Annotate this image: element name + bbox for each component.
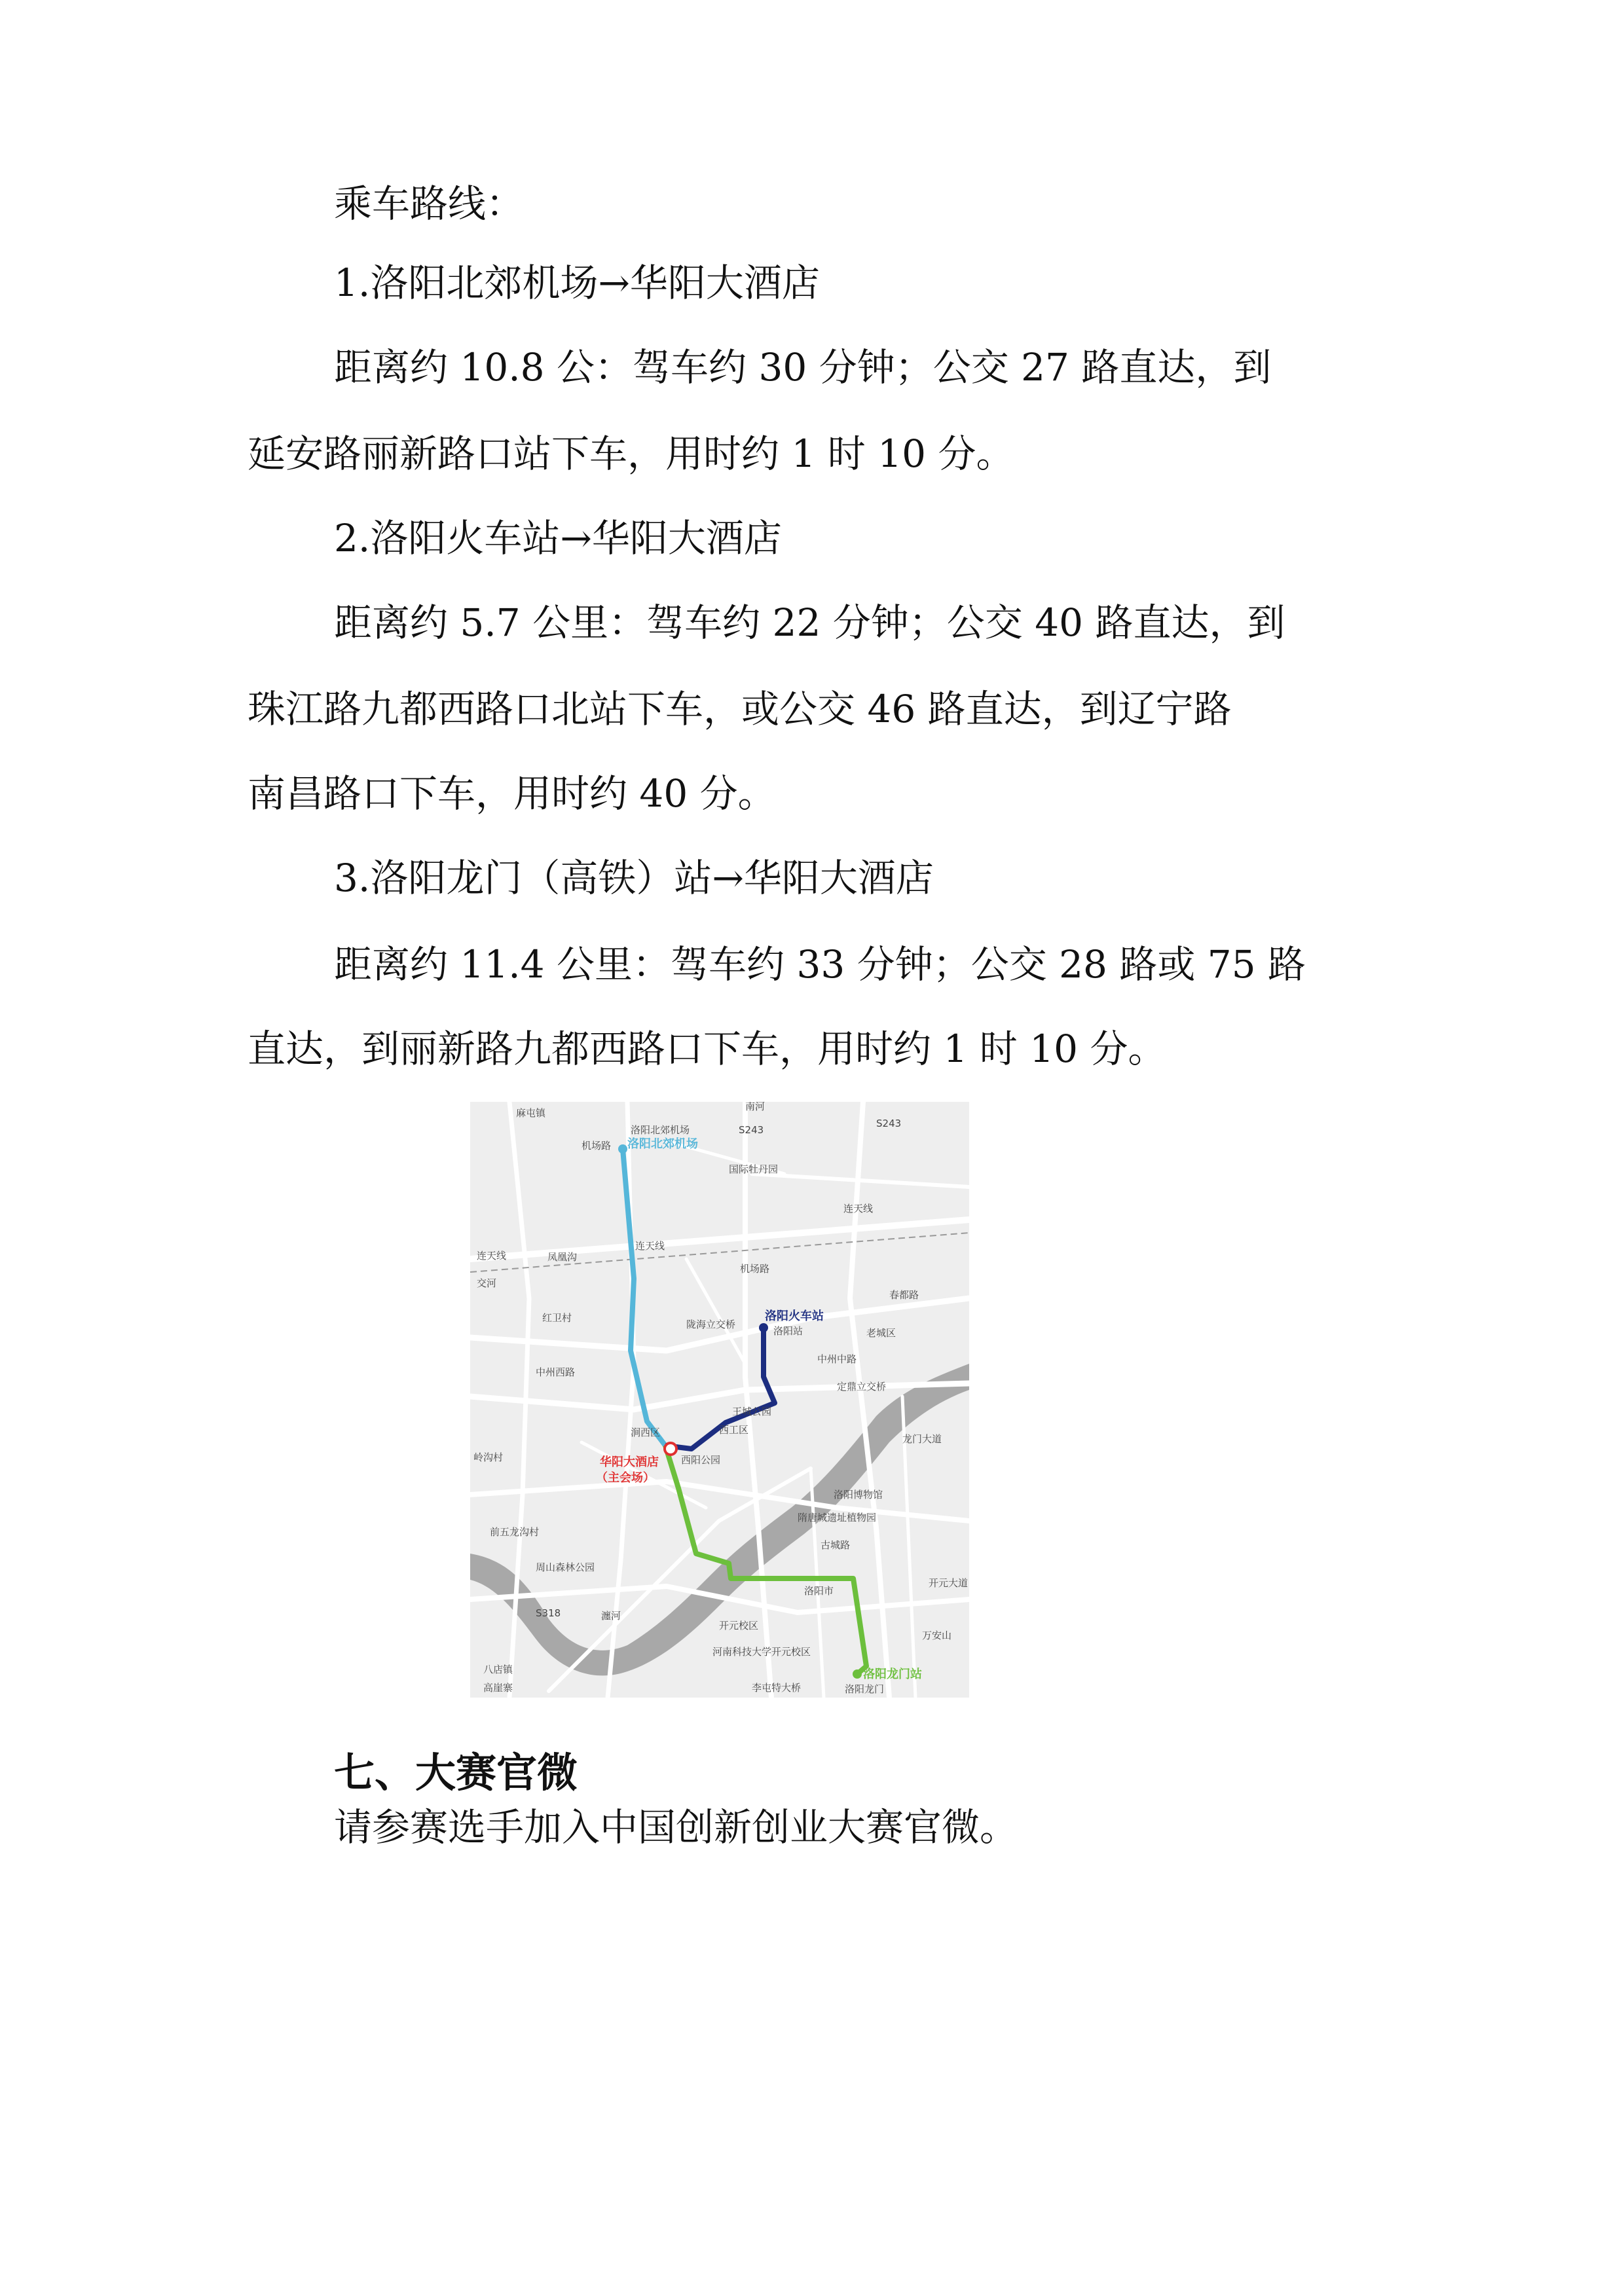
map-label-longmen-dadao: 龙门大道 [902, 1433, 942, 1445]
map-label-s243: S243 [739, 1124, 764, 1136]
route2-title: 2.洛阳火车站→华阳大酒店 [334, 516, 782, 560]
map-label-s318: S318 [536, 1607, 561, 1619]
longmen-marker [853, 1669, 862, 1679]
map-label-gaoyaizhai: 高崖寨 [483, 1682, 513, 1694]
map-label-wangcheng: 王城公园 [732, 1406, 772, 1417]
map-label-liantian-1: 连天线 [843, 1203, 874, 1214]
hotel-sub-label: （主会场） [596, 1471, 655, 1485]
map-label-guoji-mudan: 国际牡丹园 [729, 1163, 779, 1175]
route2-line3: 南昌路口下车，用时约 40 分。 [248, 771, 776, 816]
map-label-hongwei: 红卫村 [542, 1312, 572, 1324]
map-label-wanan: 万安山 [922, 1630, 952, 1641]
map-label-bazhen: 八店镇 [483, 1664, 513, 1675]
map-label-liantian-3: 连天线 [477, 1250, 507, 1262]
map-label-museum: 洛阳博物馆 [834, 1489, 883, 1501]
map-label-airport-poi: 洛阳北郊机场 [631, 1124, 690, 1136]
map-label-henan-tech: 河南科技大学开元校区 [712, 1646, 811, 1658]
map-label-jichang-lu: 机场路 [740, 1263, 770, 1275]
map-label-jianxi: 涧西区 [631, 1427, 661, 1438]
hotel-marker [665, 1443, 676, 1455]
train-station-label: 洛阳火车站 [765, 1309, 824, 1323]
route2-line1: 距离约 5.7 公里：驾车约 22 分钟；公交 40 路直达，到 [334, 600, 1285, 645]
map-label-lingwo: 岭沟村 [473, 1451, 504, 1463]
route-map [470, 1102, 969, 1698]
map-label-luoyang-city: 洛阳市 [804, 1585, 834, 1597]
map-label-dingding: 定鼎立交桥 [837, 1381, 887, 1393]
map-label-xiyuan: 西阳公园 [681, 1454, 721, 1466]
map-label-longhai: 陇海立交桥 [686, 1319, 736, 1330]
map-label-chunduo: 春都路 [889, 1289, 919, 1301]
map-label-longmen-poi: 洛阳龙门 [845, 1683, 885, 1695]
section7-heading: 七、大赛官微 [334, 1749, 578, 1796]
map-label-kaiyuan: 开元校区 [719, 1620, 759, 1631]
route3-line2: 直达，到丽新路九都西路口下车，用时约 1 时 10 分。 [248, 1027, 1166, 1071]
route3-title: 3.洛阳龙门（高铁）站→华阳大酒店 [334, 856, 934, 900]
map-label-zhouchan: 周山森林公园 [536, 1561, 595, 1573]
map-label-jiaohe: 交河 [477, 1277, 497, 1289]
section7-body: 请参赛选手加入中国创新创业大赛官微。 [334, 1805, 1018, 1850]
map-label-s243b: S243 [876, 1118, 902, 1129]
train-station-marker [759, 1323, 768, 1332]
map-label-nanhe: 南河 [745, 1102, 766, 1112]
map-label-gucheng: 古城路 [821, 1539, 851, 1551]
route1-line1: 距离约 10.8 公：驾车约 30 分钟；公交 27 路直达，到 [334, 345, 1272, 390]
longmen-label: 洛阳龙门站 [863, 1667, 922, 1681]
map-label-kaiyuan-dadao: 开元大道 [929, 1577, 969, 1589]
map-label-liantian-2: 连天线 [635, 1240, 665, 1252]
map-label-sui-tang: 隋唐城遗址植物园 [798, 1512, 877, 1523]
route-heading: 乘车路线： [334, 181, 525, 226]
map-label-xigong: 西工区 [719, 1424, 749, 1436]
map-label-fenghuang: 凤凰沟 [547, 1251, 578, 1263]
hotel-label: 华阳大酒店 [600, 1455, 659, 1469]
map-label-airport-road: 机场路 [581, 1140, 612, 1152]
route1-line2: 延安路丽新路口站下车，用时约 1 时 10 分。 [248, 431, 1014, 476]
map-label-luoyang-station: 洛阳站 [773, 1325, 803, 1337]
route2-line2: 珠江路九都西路口北站下车，或公交 46 路直达，到辽宁路 [248, 687, 1232, 731]
airport-label: 洛阳北郊机场 [627, 1137, 698, 1151]
route1-title: 1.洛阳北郊机场→华阳大酒店 [334, 261, 820, 305]
map-label-yanhe: 瀍河 [601, 1610, 621, 1622]
route3-line1: 距离约 11.4 公里：驾车约 33 分钟；公交 28 路或 75 路 [334, 942, 1306, 987]
map-label-mazhen: 麻屯镇 [516, 1107, 546, 1119]
map-label-wuji: 前五龙沟村 [490, 1526, 540, 1538]
map-label-zhongzhou-xilu: 中州西路 [536, 1366, 576, 1378]
map-label-zhongzhou-zhonglu: 中州中路 [817, 1353, 857, 1365]
airport-marker [618, 1144, 627, 1154]
map-label-lichen-bridge: 李屯特大桥 [752, 1682, 802, 1694]
map-label-laocheng: 老城区 [866, 1327, 896, 1339]
